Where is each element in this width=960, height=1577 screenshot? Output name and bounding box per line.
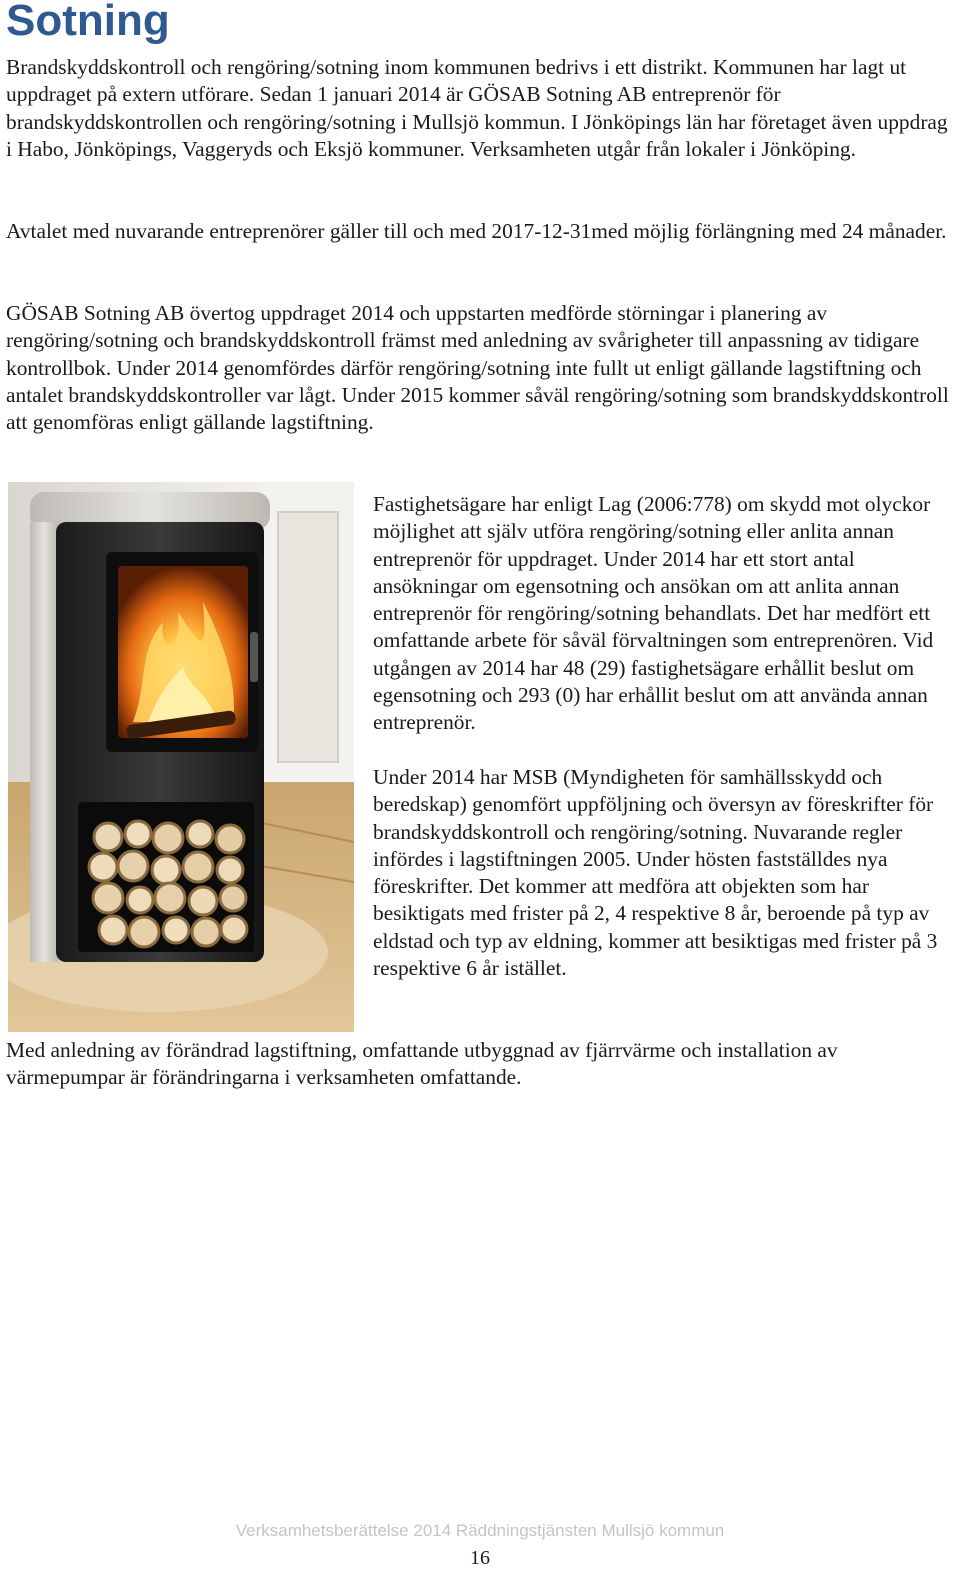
page-number: 16	[470, 1547, 490, 1569]
paragraph-contract: Avtalet med nuvarande entreprenörer gäller till och med 2017-12-31med möjlig förlängning med 24 månader.	[6, 219, 947, 243]
paragraph-conclusion: Med anledning av förändrad lagstiftning, omfattande utbyggnad av fjärrvärme och installation av värmepumpar är förändringarna i verksamheten omfattande.	[6, 1038, 838, 1090]
paragraph-msb-review: Under 2014 har MSB (Myndigheten för samhällsskydd och beredskap) genomfört uppföljning och översyn av föreskrifter för brandskyddskontroll och rengöring/sotning. Nuvarande regler infördes i lagstiftningen 2005. Under hösten fastställdes nya föreskrifter. Det kommer att medföra att objekten som har besiktigats med frister på 2, 4 respektive 8 år, beroende på typ av eldstad och typ av eldning, kommer att besiktigas med frister på 3 respektive 6 år istället.	[373, 765, 938, 981]
paragraph-takeover: GÖSAB Sotning AB övertog uppdraget 2014 och uppstarten medförde störningar i planering av rengöring/sotning och brandskyddskontroll främst med anledning av svårigheter till anpassning av tidigare kontrollbok. Under 2014 genomfördes därför rengöring/sotning inte fullt ut enligt gällande lagstiftning och antalet brandskyddskontroller var lågt. Under 2015 kommer såväl rengöring/sotning som brandskyddskontroll att genomföras enligt gällande lagstiftning.	[6, 301, 949, 435]
wood-stove-photo-icon	[8, 482, 354, 1032]
paragraph-own-sweeping: Fastighetsägare har enligt Lag (2006:778) om skydd mot olyckor möjlighet att själv utföra rengöring/sotning eller anlita annan entreprenör för uppdraget. Under 2014 har ett stort antal ansökningar om egensotning och ansökan om att anlita annan entreprenör för rengöring/sotning behandlats. Det har medfört ett omfattande arbete för såväl förvaltningen som entreprenören. Vid utgången av 2014 har 48 (29) fastighetsägare erhållit beslut om egensotning och 293 (0) har erhållit beslut om att använda annan entreprenör.	[373, 492, 934, 735]
paragraph-intro: Brandskyddskontroll och rengöring/sotning inom kommunen bedrivs i ett distrikt. Kommunen har lagt ut uppdraget på extern utförare. Sedan 1 januari 2014 är GÖSAB Sotning AB entreprenör för brandskyddskontrollen och rengöring/sotning i Mullsjö kommun. I Jönköpings län har företaget även uppdrag i Habo, Jönköpings, Vaggeryds och Eksjö kommuner. Verksamheten utgår från lokaler i Jönköping.	[6, 55, 948, 161]
footer-text: Verksamhetsberättelse 2014 Räddningstjänsten Mullsjö kommun	[235, 1521, 725, 1540]
page-title: Sotning	[6, 0, 170, 45]
